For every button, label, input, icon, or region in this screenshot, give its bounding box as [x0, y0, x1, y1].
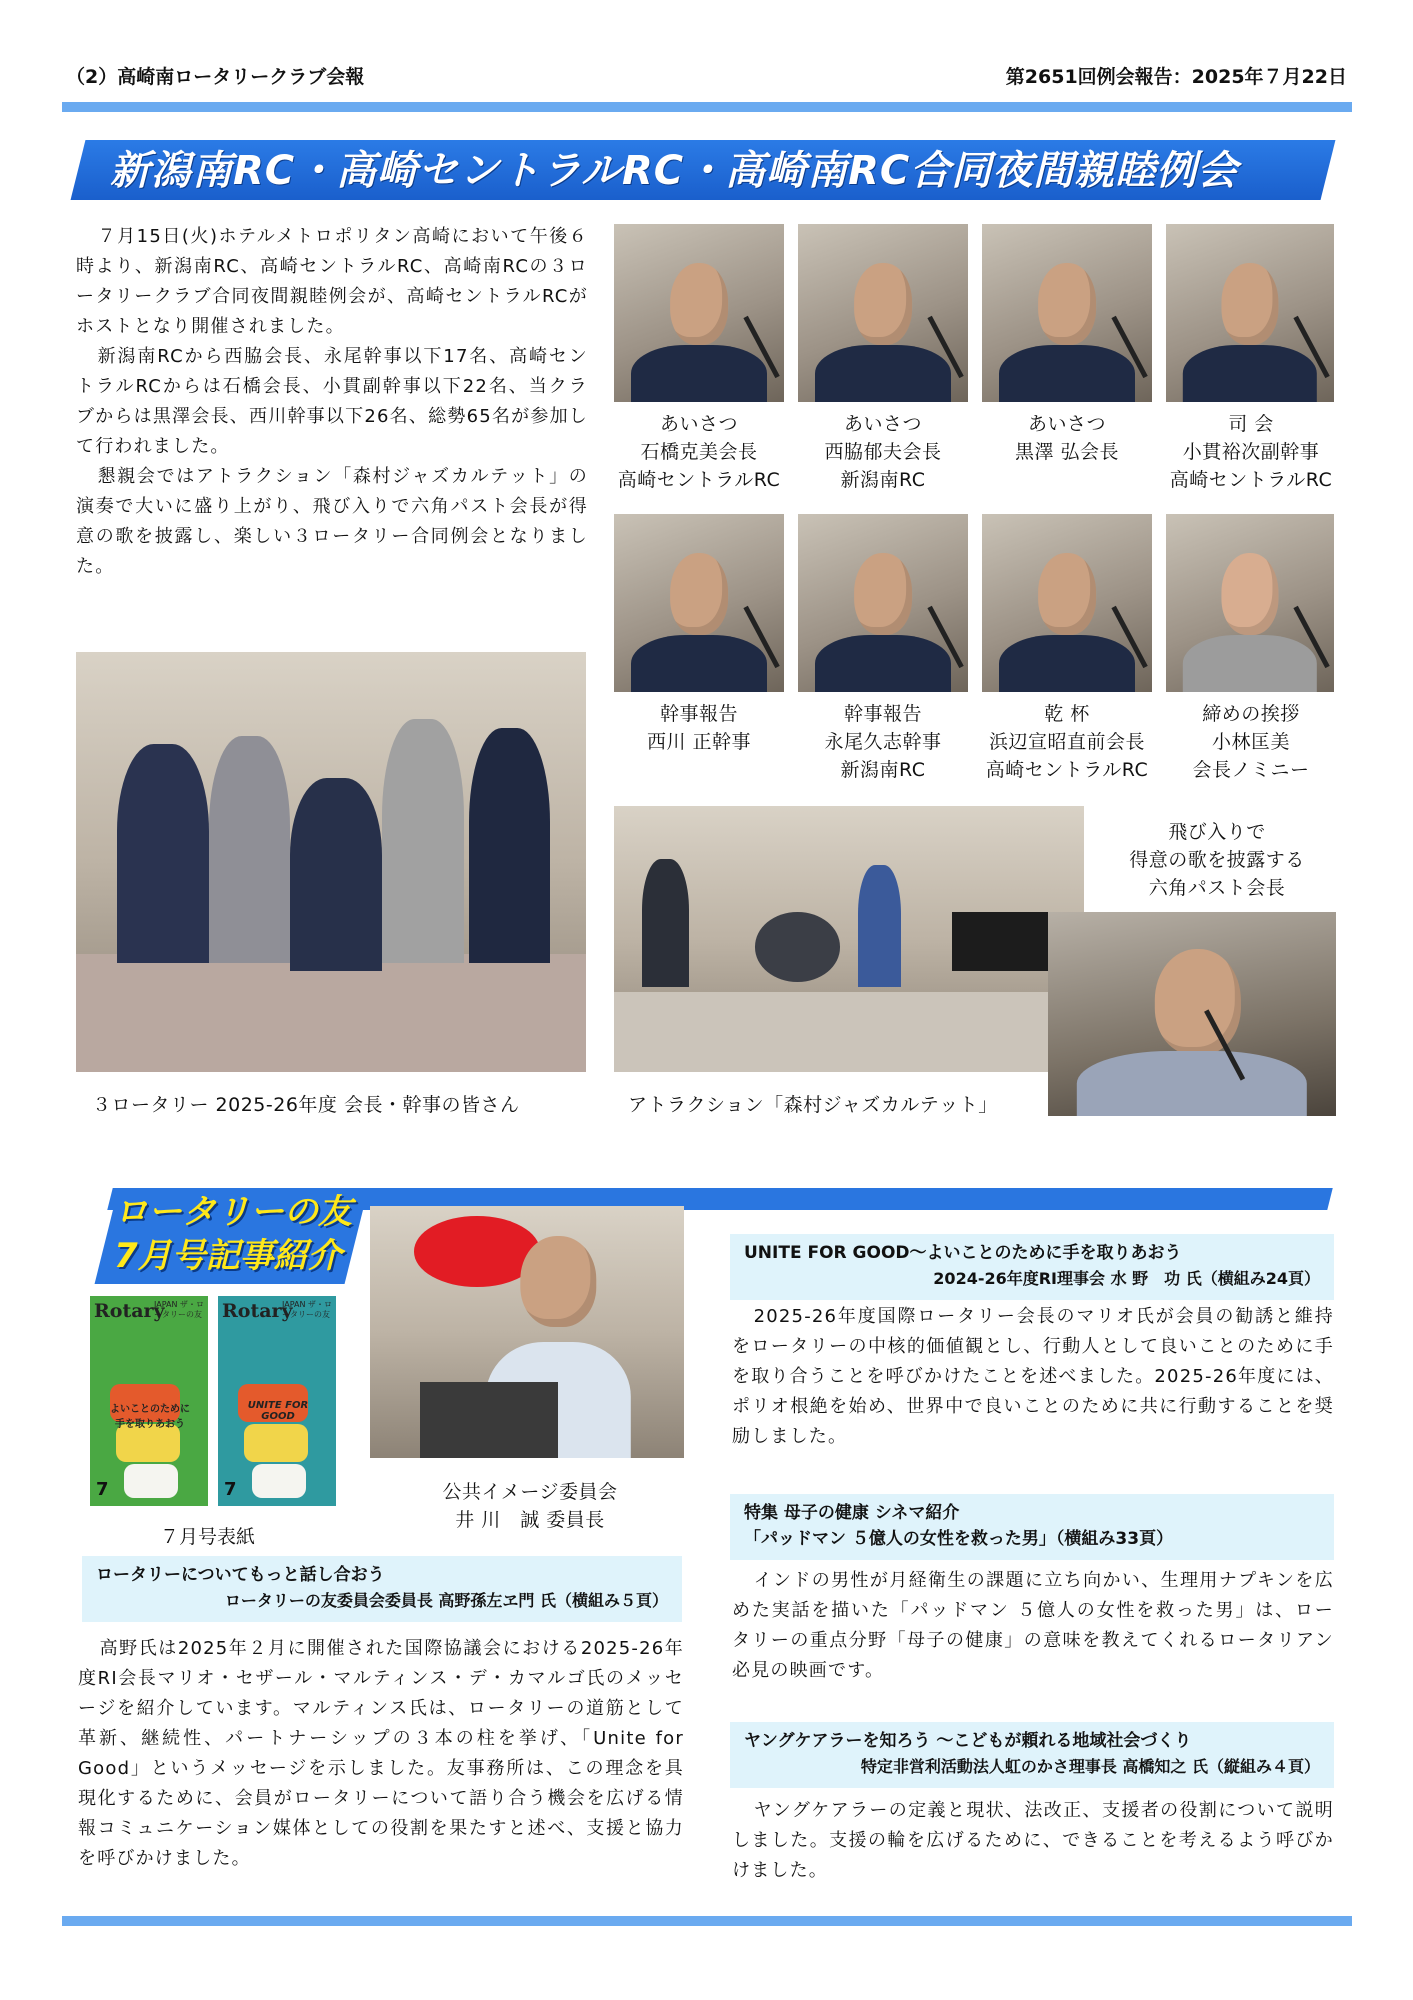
person-body: [1077, 1051, 1307, 1116]
person-silhouette: [1155, 949, 1241, 1055]
person-silhouette: [209, 736, 291, 963]
caption-line: 新潟南RC: [840, 469, 926, 491]
photo-nishiwaki: [798, 224, 968, 402]
person-body: [1183, 345, 1317, 402]
caption-line: 石橋克美会長: [640, 441, 758, 463]
caption-line: あいさつ: [843, 413, 922, 435]
article-byline: 2024-26年度RI理事会 水 野 功 氏（横組み24頁）: [933, 1269, 1320, 1288]
photo-ishibashi: [614, 224, 784, 402]
group-photo-caption: ３ロータリー 2025-26年度 会長・幹事の皆さん: [92, 1094, 520, 1116]
footer-rule: [62, 1916, 1352, 1926]
singer-photo: [1048, 912, 1336, 1116]
article-byline: 「パッドマン ５億人の女性を救った男」（横組み33頁）: [744, 1529, 1174, 1549]
caption-line: 新潟南RC: [840, 759, 926, 781]
magazine-brand: Rotary: [222, 1300, 293, 1322]
caption-line: 永尾久志幹事: [824, 731, 942, 753]
caption-line: 得意の歌を披露する: [1129, 849, 1305, 871]
article-body: 2025-26年度国際ロータリー会長のマリオ氏が会員の勧誘と維持をロータリーの中核的価値観とし、行動人として良いことのために手を取り合うことを呼びかけたことを述べました。2025-26年度には、ポリオ根絶を始め、世界中で良いことのために共に行動することを奨励しました。: [732, 1306, 1335, 1447]
person-silhouette: [1221, 553, 1278, 635]
person-silhouette: [521, 1236, 596, 1327]
section1-title: 新潟南RC・高崎セントラルRC・高崎南RC合同夜間親睦例会: [110, 148, 1239, 194]
person-silhouette: [382, 719, 464, 963]
magazine-caption: ７月号表紙: [160, 1526, 256, 1548]
caption-kurosawa: [972, 410, 1162, 466]
caption-line: 幹事報告: [843, 703, 922, 725]
caption-line: 司 会: [1228, 413, 1274, 435]
bassist-silhouette: [642, 859, 689, 987]
caption-line: 公共イメージ委員会: [442, 1481, 618, 1503]
article-header: [730, 1234, 1334, 1300]
photo-kobayashi: [1166, 514, 1334, 692]
article-title: ヤングケアラーを知ろう ～こどもが頼れる地域社会づくり: [744, 1731, 1192, 1751]
header-rule: [62, 102, 1352, 112]
section1-paragraph: 懇親会ではアトラクション「森村ジャズカルテット」の演奏で大いに盛り上がり、飛び入りで六角パスト会長が得意の歌を披露し、楽しい３ロータリー合同例会となりました。: [76, 466, 588, 577]
page-header-right: 第2651回例会報告：2025年７月22日: [1005, 66, 1347, 88]
caption-line: 会長ノミニー: [1192, 759, 1310, 781]
jazz-band-photo: [614, 806, 1084, 1072]
section1-paragraph: 新潟南RCから西脇会長、永尾幹事以下17名、高崎セントラルRCからは石橋会長、小貫副幹事以下22名、当クラブからは黒澤会長、西川幹事以下26名、総勢65名が参加して行われました。: [76, 346, 588, 457]
person-silhouette: [469, 728, 551, 963]
magazine-sub: JAPAN ザ・ロータリーの友: [282, 1300, 333, 1319]
speaker-photo: [370, 1206, 684, 1458]
photo-nagao: [798, 514, 968, 692]
person-silhouette: [854, 553, 912, 635]
caption-line: あいさつ: [1027, 413, 1106, 435]
jazz-band-caption: アトラクション「森村ジャズカルテット」: [628, 1094, 998, 1116]
article-body: インドの男性が月経衛生の課題に立ち向かい、生理用ナプキンを広めた実話を描いた「パッドマン ５億人の女性を救った男」は、ロータリーの重点分野「母子の健康」の意味を教えてくれるロータリアン必見の映画です。: [732, 1570, 1334, 1681]
person-silhouette: [1038, 263, 1096, 345]
caption-line: あいさつ: [659, 413, 738, 435]
caption-nishiwaki: [788, 410, 978, 494]
person-silhouette: [670, 263, 728, 345]
caption-line: 西川 正幹事: [646, 731, 752, 753]
article-header: [82, 1556, 682, 1622]
article-title: UNITE FOR GOOD～よいことのために手を取りあおう: [744, 1243, 1182, 1263]
magazine-cover-japanese: [90, 1296, 208, 1506]
person-body: [999, 635, 1135, 692]
caption-hamabe: [972, 700, 1162, 784]
article-header: [730, 1722, 1334, 1788]
caption-ishibashi: [604, 410, 794, 494]
person-body: [815, 635, 951, 692]
caption-line: 黒澤 弘会長: [1014, 441, 1120, 463]
section1-article: [76, 222, 588, 582]
caption-line: 高崎セントラルRC: [985, 759, 1149, 781]
section2-title-line: ロータリーの友: [114, 1192, 352, 1232]
caption-line: 高崎セントラルRC: [617, 469, 781, 491]
lectern-icon: [420, 1382, 558, 1458]
person-body: [631, 635, 767, 692]
section2-title-line: 7月号記事紹介: [114, 1236, 342, 1276]
article-byline: ロータリーの友委員会委員長 高野孫左ヱ門 氏（横組み５頁）: [224, 1591, 668, 1610]
person-body: [815, 345, 951, 402]
caption-line: 小貫裕次副幹事: [1182, 441, 1320, 463]
article-title: ロータリーについてもっと話し合おう: [96, 1565, 385, 1585]
section1-paragraph: ７月15日(火)ホテルメトロポリタン高崎において午後６時より、新潟南RC、高崎セントラルRC、高崎南RCの３ロータリークラブ合同夜間親睦例会が、高崎セントラルRCがホストとなり開催されました。: [76, 226, 588, 337]
hand-icon: [244, 1424, 308, 1462]
person-silhouette: [290, 778, 382, 971]
photo-hamabe: [982, 514, 1152, 692]
caption-line: 西脇郁夫会長: [824, 441, 942, 463]
hand-icon: [252, 1464, 306, 1498]
cover-text: よいことのために手を取りあおう: [110, 1404, 190, 1430]
person-silhouette: [1221, 263, 1278, 345]
caption-line: 井 川 誠 委員長: [455, 1509, 605, 1531]
cover-text: UNITE FOR GOOD: [247, 1400, 309, 1422]
caption-line: 高崎セントラルRC: [1169, 469, 1333, 491]
caption-line: 六角パスト会長: [1148, 877, 1286, 899]
issue-number: 7: [96, 1479, 109, 1500]
caption-line: 乾 杯: [1044, 703, 1090, 725]
article-title: 特集 母子の健康 シネマ紹介: [744, 1503, 960, 1523]
caption-line: 飛び入りで: [1168, 821, 1266, 843]
speaker-caption: [400, 1478, 660, 1534]
saxophonist-silhouette: [858, 865, 900, 987]
stage-floor: [614, 992, 1084, 1072]
caption-line: 締めの挨拶: [1202, 703, 1300, 725]
magazine-covers: [90, 1296, 342, 1514]
caption-kobayashi: [1156, 700, 1346, 784]
singer-caption: [1092, 818, 1342, 902]
person-silhouette: [117, 744, 209, 962]
issue-number: 7: [224, 1479, 237, 1500]
caption-onuki: [1156, 410, 1346, 494]
article-body: 高野氏は2025年２月に開催された国際協議会における2025-26年度RI会長マリオ・セザール・マルティンス・デ・カマルゴ氏のメッセージを紹介しています。マルティンス氏は、ロータリーの道筋として革新、継続性、パートナーシップの３本の柱を挙げ、「Unite for Good」というメッセージを示しました。友事務所は、この理念を具現化するために、会員がロータリーについて語り合う機会を広げる情報コミュニケーション媒体としての役割を果たすと述べ、支援と協力を呼びかけました。: [78, 1638, 684, 1869]
article-byline: 特定非営利活動法人虹のかさ理事長 高橋知之 氏（縦組み４頁）: [860, 1757, 1320, 1776]
person-silhouette: [670, 553, 728, 635]
photo-kurosawa: [982, 224, 1152, 402]
photo-onuki: [1166, 224, 1334, 402]
person-silhouette: [854, 263, 912, 345]
photo-nishikawa: [614, 514, 784, 692]
drum-kit-icon: [755, 912, 840, 981]
section2-title: [114, 1190, 414, 1278]
hand-icon: [124, 1464, 178, 1498]
page-header-left: （2）高崎南ロータリークラブ会報: [66, 66, 365, 88]
caption-nagao: [788, 700, 978, 784]
person-body: [631, 345, 767, 402]
caption-line: 小林匡美: [1211, 731, 1290, 753]
magazine-sub: JAPAN ザ・ロータリーの友: [154, 1300, 205, 1319]
article-header: [730, 1494, 1334, 1560]
magazine-brand: Rotary: [94, 1300, 165, 1322]
table-cloth: [76, 954, 586, 1072]
caption-line: 浜辺宣昭直前会長: [988, 731, 1145, 753]
person-body: [1183, 635, 1317, 692]
article-body: ヤングケアラーの定義と現状、法改正、支援者の役割について説明しました。支援の輪を広げるために、できることを考えるよう呼びかけました。: [732, 1800, 1334, 1881]
group-photo: [76, 652, 586, 1072]
magazine-cover-english: [218, 1296, 336, 1506]
caption-nishikawa: [604, 700, 794, 756]
person-silhouette: [1038, 553, 1096, 635]
person-body: [999, 345, 1135, 402]
caption-line: 幹事報告: [659, 703, 738, 725]
